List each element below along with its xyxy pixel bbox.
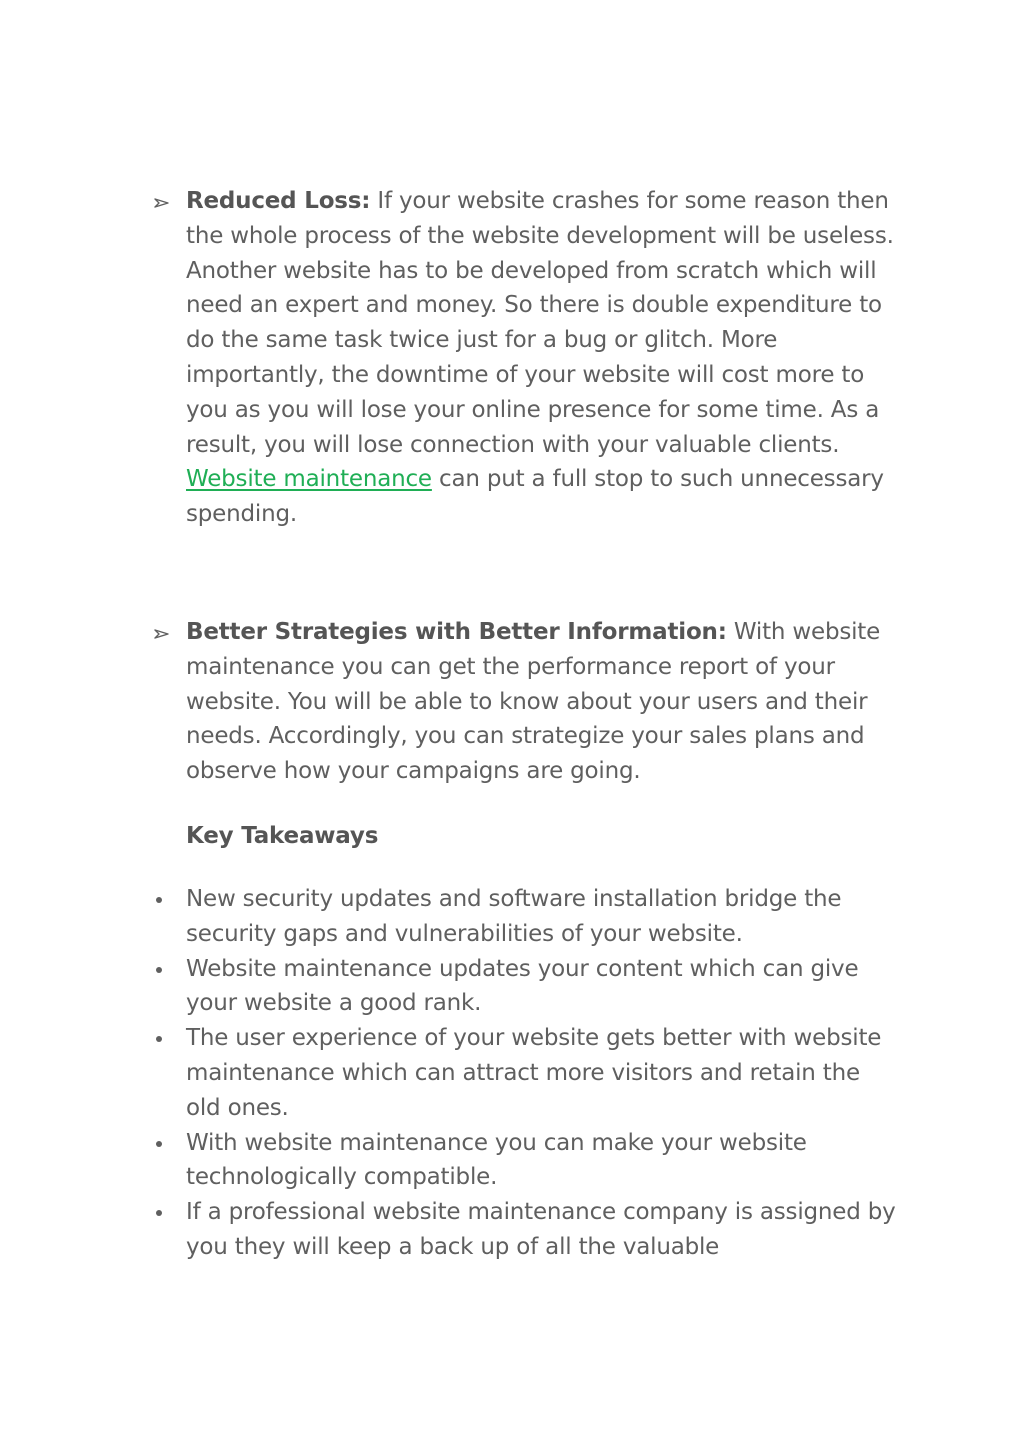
list-item: [0, 952, 901, 1022]
section-lead-text: Better Strategies with Better Information:: [186, 619, 727, 645]
list-item-text: The user experience of your website gets better with website maintenance which can attract more visitors and retain the old ones.: [186, 1025, 882, 1121]
dot-bullet-icon: [156, 1141, 162, 1147]
list-item: [0, 1021, 901, 1125]
list-item: [0, 1195, 901, 1265]
key-takeaways-list: [0, 882, 1023, 1265]
dot-bullet-icon: [156, 1036, 162, 1042]
arrowhead-bullet-icon: [152, 193, 172, 213]
dot-bullet-icon: [156, 967, 162, 973]
arrowhead-bullet-icon: [152, 624, 172, 644]
dot-bullet-icon: [156, 1210, 162, 1216]
section-body-text-end: can put a full stop to such unnecessary spending.: [186, 466, 884, 528]
website-maintenance-link[interactable]: Website maintenance: [186, 466, 432, 493]
list-item-text: If a professional website maintenance company is assigned by you they will keep a back up of all the valuable: [186, 1199, 896, 1260]
list-item-text: With website maintenance you can make your website technologically compatible.: [186, 1129, 807, 1191]
list-item: [0, 882, 901, 952]
section-reduced-loss: [186, 184, 901, 532]
key-takeaways-heading: Key Takeaways: [186, 823, 379, 849]
section-better-strategies: [186, 615, 901, 789]
section-body-text: With website maintenance you can get the performance report of your website. You will be able to know about your users and their needs. Accordingly, you can strategize your sales plans and observe how your campaigns are going.: [186, 619, 881, 785]
dot-bullet-icon: [156, 897, 162, 903]
section-lead-text: Reduced Loss:: [186, 188, 371, 214]
list-item-text: Website maintenance updates your content which can give your website a good rank.: [186, 955, 859, 1017]
list-item-text: New security updates and software installation bridge the security gaps and vulnerabilities of your website.: [186, 886, 842, 947]
section-body-text: If your website crashes for some reason then the whole process of the website development will be useless. Another website has to be developed from scratch which will need an expert and money. So there is double expenditure to do the same task twice just for a bug or glitch. More importantly, the downtime of your website will cost more to you as you will lose your online presence for some time. As a result, you will lose connection with your valuable clients.: [186, 188, 894, 458]
list-item: [0, 1126, 901, 1196]
